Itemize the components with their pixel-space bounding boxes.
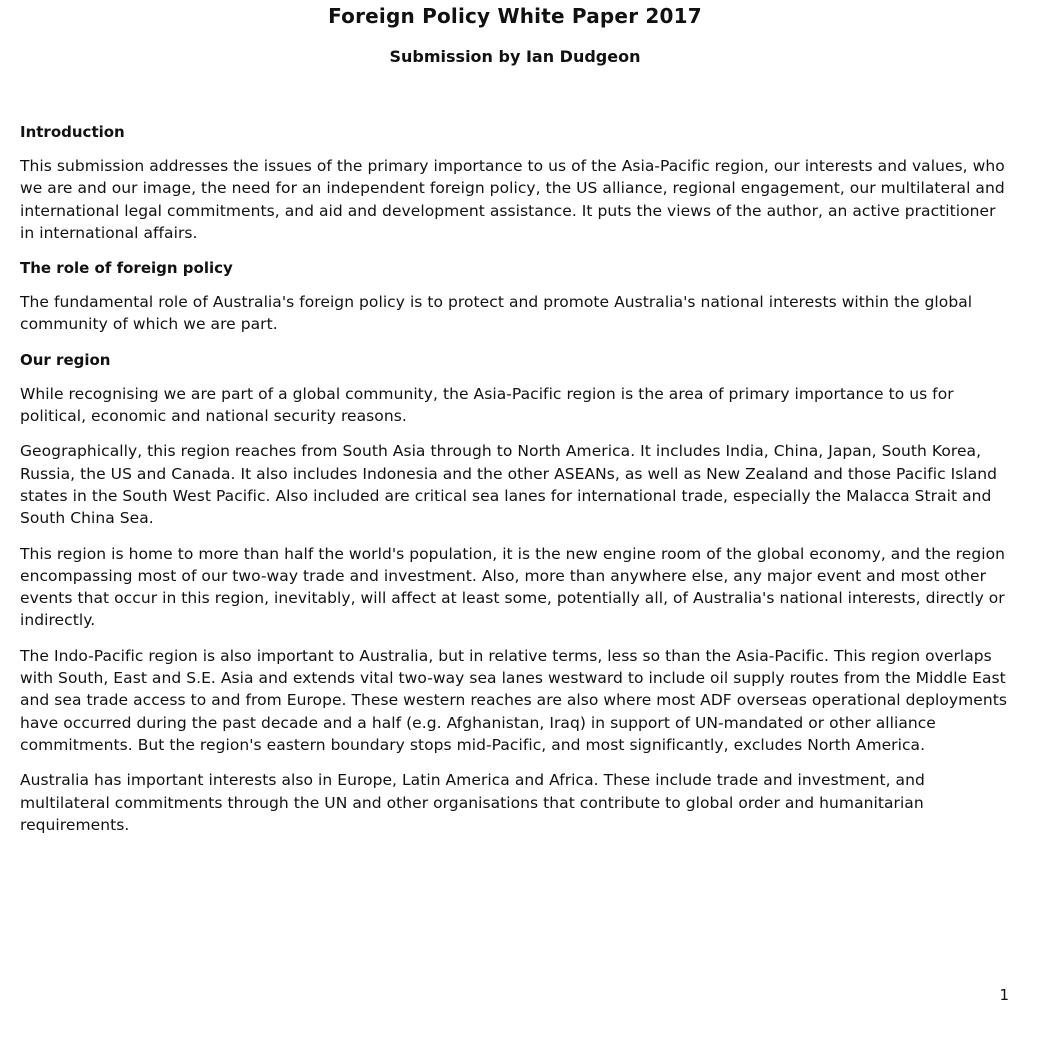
- page-number: 1: [999, 986, 1009, 1004]
- paragraph: Geographically, this region reaches from South Asia through to North America. It includes India, China, Japan, South Korea, Russia, the US and Canada. It also includes Indonesia and the other ASEANs, as well as New Zealand and those Pacific Island states in the South West Pacific. Also included are critical sea lanes for international trade, especially the Malacca Strait and South China Sea.: [20, 442, 998, 528]
- paragraph: This submission addresses the issues of the primary importance to us of the Asia-Pacific region, our interests and values, who we are and our image, the need for an independent foreign policy, the US alliance, regional engagement, our multilateral and international legal commitments, and aid and development assistance. It puts the views of the author, an active practitioner in international affairs.: [20, 157, 1005, 242]
- paragraph: The Indo-Pacific region is also important to Australia, but in relative terms, less so than the Asia-Pacific. This region overlaps with South, East and S.E. Asia and extends vital two-way sea lanes westward to include oil supply routes from the Middle East and sea trade access to and from Europe. These western reaches are also where most ADF overseas operational deployments have occurred during the past decade and a half (e.g. Afghanistan, Iraq) in support of UN-mandated or other alliance commitments. But the region's eastern boundary stops mid-Pacific, and most significantly, excludes North America.: [20, 646, 1007, 754]
- paragraph: This region is home to more than half the world's population, it is the new engine room of the global economy, and the region encompassing most of our two-way trade and investment. Also, more than anywhere else, any major event and most other events that occur in this region, inevitably, will affect at least some, potentially all, of Australia's national interests, directly or indirectly.: [20, 544, 1005, 630]
- paragraph: Australia has important interests also in Europe, Latin America and Africa. These include trade and investment, and multilateral commitments through the UN and other organisations that contribute to global order and humanitarian requirements.: [20, 771, 925, 834]
- section-our-region: [20, 349, 1010, 836]
- section-heading: Introduction: [20, 123, 125, 141]
- section-heading: Our region: [20, 350, 111, 369]
- section-heading: The role of foreign policy: [20, 259, 233, 278]
- section-introduction: [20, 121, 1010, 244]
- document-title: Foreign Policy White Paper 2017: [328, 4, 702, 28]
- paragraph: While recognising we are part of a global community, the Asia-Pacific region is the area of primary importance to us for political, economic and national security reasons.: [20, 384, 954, 426]
- paragraph: The fundamental role of Australia's foreign policy is to protect and promote Australia's national interests within the global community of which we are part.: [20, 293, 973, 334]
- section-role-of-foreign-policy: [20, 257, 1010, 336]
- document-subtitle: Submission by Ian Dudgeon: [389, 47, 641, 66]
- document-body: [20, 121, 1010, 849]
